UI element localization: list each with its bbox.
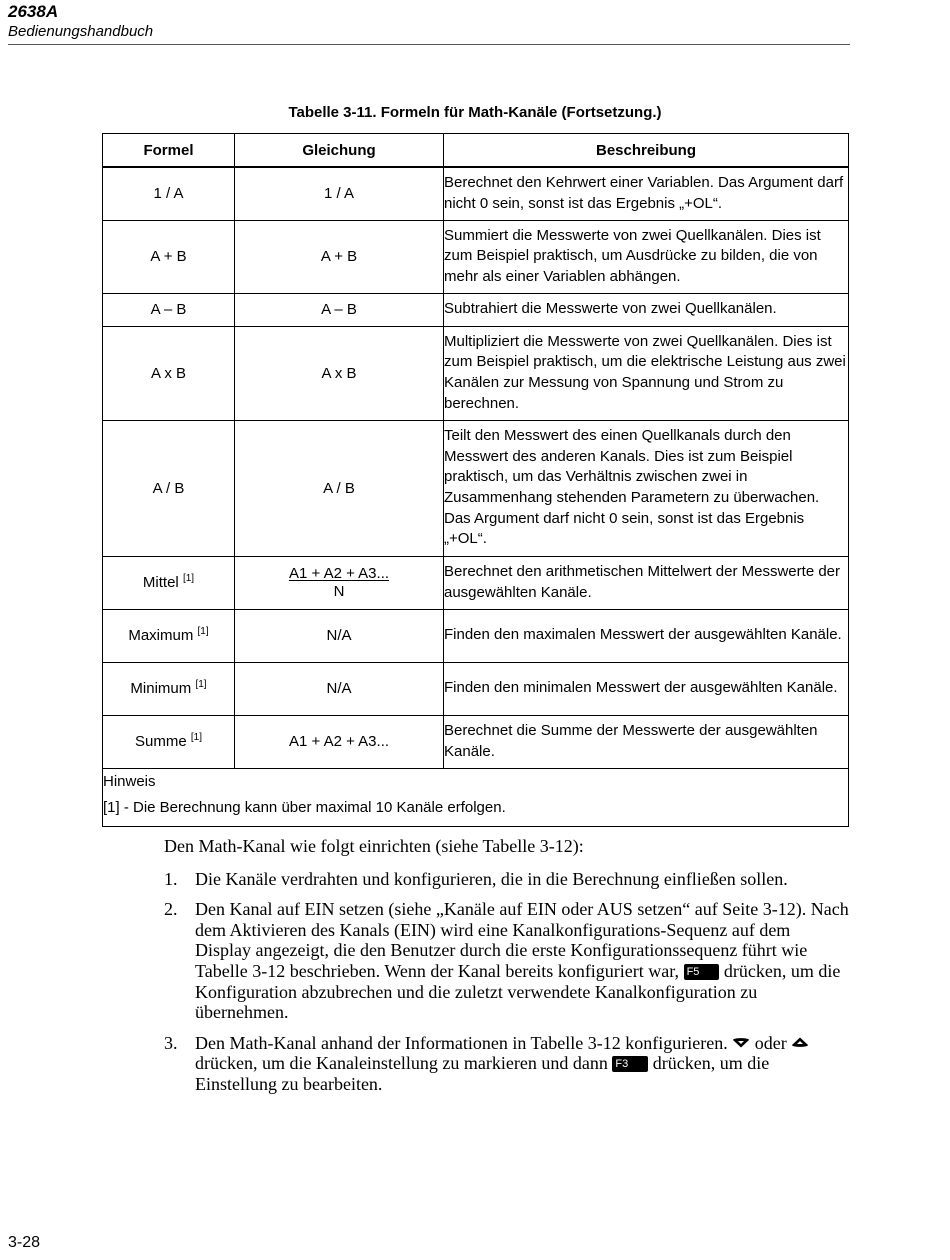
arrow-down-icon [732, 1037, 750, 1048]
equation-cell: A / B [235, 420, 444, 556]
description-cell: Finden den minimalen Messwert der ausgewählten Kanäle. [444, 662, 849, 715]
table-row [103, 609, 849, 662]
formula-cell: A – B [103, 293, 235, 326]
footnote-ref: [1] [182, 573, 195, 584]
table-row [103, 556, 849, 609]
formula-cell: A / B [103, 420, 235, 556]
equation-cell [235, 556, 444, 609]
equation-cell: A + B [235, 220, 444, 293]
description-cell: Multipliziert die Messwerte von zwei Quellkanälen. Dies ist zum Beispiel praktisch, um die elektrische Leistung aus zwei Kanälen zur Messung von Spannung und Strom zu berechnen. [444, 326, 849, 420]
or-text: oder [754, 1032, 787, 1053]
step-number: 2. [164, 899, 178, 920]
description-cell: Subtrahiert die Messwerte von zwei Quellkanälen. [444, 293, 849, 326]
step-number: 1. [164, 868, 178, 889]
table-row [103, 167, 849, 220]
table-header-row [103, 134, 849, 168]
formula-cell [103, 715, 235, 768]
equation-cell: A x B [235, 326, 444, 420]
list-item [164, 899, 850, 1023]
step-text: drücken, um die Kanaleinstellung zu markieren und dann [195, 1053, 608, 1074]
step-list [164, 869, 850, 1095]
step-number: 3. [164, 1032, 178, 1053]
instructions [164, 836, 850, 1105]
equation-cell: N/A [235, 662, 444, 715]
formula-cell [103, 556, 235, 609]
f5-key-icon: F5 [684, 964, 720, 980]
arrow-up-icon [791, 1037, 809, 1048]
list-item [164, 869, 850, 890]
step-text: drücken, um die Konfiguration abzubrechen und die zuletzt verwendete Kanalkonfiguration zu übernehmen. [195, 960, 841, 1023]
equation-cell: A – B [235, 293, 444, 326]
description-cell: Berechnet die Summe der Messwerte der ausgewählten Kanäle. [444, 715, 849, 768]
formula-label: Summe [135, 733, 187, 750]
fraction-denominator: N [333, 583, 345, 600]
manual-subtitle: Bedienungshandbuch [8, 23, 154, 40]
manual-model: 2638A [8, 2, 59, 21]
table-title: Tabelle 3-11. Formeln für Math-Kanäle (Fortsetzung.) [288, 104, 662, 121]
column-header-formel: Formel [103, 134, 235, 168]
formula-cell: 1 / A [103, 167, 235, 220]
list-item [164, 1033, 850, 1095]
formula-cell: A x B [103, 326, 235, 420]
description-cell: Berechnet den Kehrwert einer Variablen. Das Argument darf nicht 0 sein, sonst ist das Ergebnis „+OL“. [444, 167, 849, 220]
note-text: [1] - Die Berechnung kann über maximal 10 Kanäle erfolgen. [103, 798, 506, 816]
footnote-ref: [1] [197, 626, 209, 637]
formula-label: Maximum [128, 627, 194, 644]
column-header-gleichung: Gleichung [235, 134, 444, 168]
description-cell: Teilt den Messwert des einen Quellkanals durch den Messwert des anderen Kanals. Dies ist zum Beispiel praktisch, um das Verhältnis zwischen zwei in Zusammenhang stehenden Parametern zu überwachen. Das Argument darf nicht 0 sein, sonst ist das Ergebnis „+OL“. [444, 420, 849, 556]
table-note [103, 768, 849, 826]
equation-cell: 1 / A [235, 167, 444, 220]
footnote-ref: [1] [190, 732, 202, 743]
formula-cell: A + B [103, 220, 235, 293]
formula-table [102, 133, 849, 827]
table-row [103, 326, 849, 420]
step-text: Den Math-Kanal anhand der Informationen in Tabelle 3-12 konfigurieren. [195, 1032, 728, 1053]
note-title: Hinweis [103, 772, 156, 790]
description-cell: Summiert die Messwerte von zwei Quellkanälen. Dies ist zum Beispiel praktisch, um Ausdrücke zu bilden, die von mehr als einer Variablen abhängen. [444, 220, 849, 293]
step-text: drücken, um die Einstellung zu bearbeiten. [195, 1053, 770, 1094]
step-text: Die Kanäle verdrahten und konfigurieren, die in die Berechnung einfließen sollen. [195, 868, 788, 889]
table-row [103, 293, 849, 326]
step-text: Den Kanal auf EIN setzen (siehe „Kanäle auf EIN oder AUS setzen“ auf Seite 3-12). Nach dem Aktivieren des Kanals (EIN) wird eine Kanalkonfigurations-Sequenz auf dem Display angezeigt, die den Benutzer durch die erste Konfigurationssequenz führt wie Tabelle 3-12 beschrieben. Wenn der Kanal bereits konfiguriert war, [195, 899, 849, 981]
table-row [103, 662, 849, 715]
formula-cell [103, 662, 235, 715]
table-row [103, 715, 849, 768]
table-note-row [103, 768, 849, 826]
table-row [103, 220, 849, 293]
fraction-numerator: A1 + A2 + A3... [288, 565, 390, 582]
description-cell: Berechnet den arithmetischen Mittelwert der Messwerte der ausgewählten Kanäle. [444, 556, 849, 609]
header-rule [8, 44, 850, 45]
intro-text: Den Math-Kanal wie folgt einrichten (siehe Tabelle 3-12): [164, 836, 584, 856]
equation-cell: A1 + A2 + A3... [235, 715, 444, 768]
page-number: 3-28 [8, 1234, 41, 1251]
equation-cell: N/A [235, 609, 444, 662]
footnote-ref: [1] [195, 679, 207, 690]
formula-label: Mittel [142, 574, 179, 591]
formula-label: Minimum [130, 680, 192, 697]
formula-cell [103, 609, 235, 662]
table-row [103, 420, 849, 556]
column-header-beschreibung: Beschreibung [444, 134, 849, 168]
f3-key-icon: F3 [612, 1056, 648, 1072]
description-cell: Finden den maximalen Messwert der ausgewählten Kanäle. [444, 609, 849, 662]
